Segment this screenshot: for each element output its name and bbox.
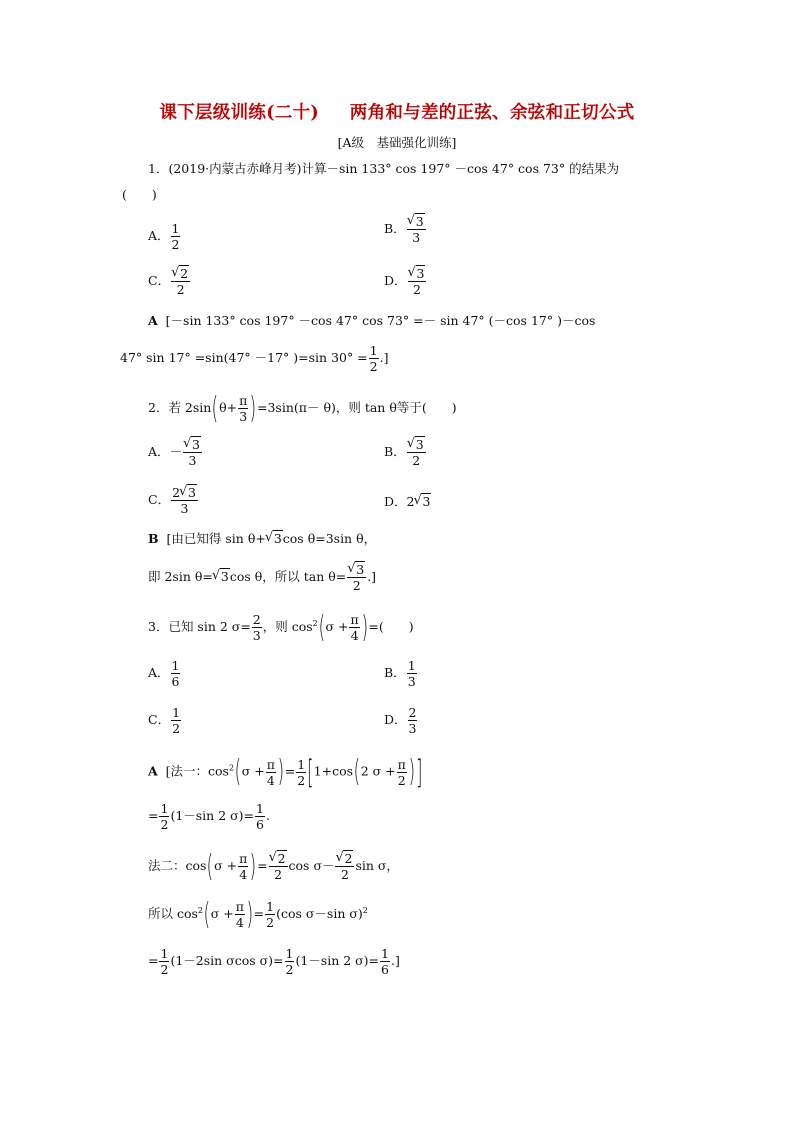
q3-stem: 3．已知 sin 2 σ= $\frac{2}{3}$ ，则 $\cos^2(\sigma$ + $\frac{\pi}{4}$ )=( ) [148,609,414,645]
title-lesson: 课下层级训练(二十) [159,103,319,123]
q3-answer: A [148,763,158,779]
q3-solution-line3: 法二：cos(σ + $\frac{\pi}{4}$ )= √ $\frac{2}{2}$ cos σ－ √ $\frac{2}{2}$ sin σ， [148,851,399,882]
q1-stem: 1．(2019·内蒙古赤峰月考)计算－sin 133° cos 197° －cos 47° cos 73° 的结果为 [148,161,620,176]
q2-solution-line1: B [由已知得 sin θ+√ 3cos θ=3sin θ， [148,531,376,547]
q1-option-d: D． √ $\frac{3}{2}$ [384,266,427,297]
q1-option-a: A． $\frac{1}{2}$ [148,221,180,252]
q2-stem: 2．若 2sin(θ+ $\frac{\pi}{3}$ )=3sin(π－ θ)，则 tan θ等于( ) [148,390,457,426]
q3-solution-line1: A [法一：$\cos^2(\sigma$ + $\frac{\pi}{4}$ )= $\frac{1}{2}$ [1+cos(2 σ + $\frac{\pi}{2}$ )] [148,753,422,791]
q1-stem-paren: ( ) [122,187,157,202]
q1-option-b: B． √ $\frac{3}{3}$ [384,214,427,245]
q2-option-c: C． $\frac{2√ 3}{3}$ [148,485,199,516]
q3-solution-line4: 所以 $\cos^2(\sigma$ + $\frac{\pi}{4}$ )= $\frac{1}{2}$ (cos σ－sin σ)$^2$ [148,896,368,932]
q2-option-d: D．2√ 3 [384,494,431,510]
title-topic: 两角和与差的正弦、余弦和正切公式 [349,103,635,123]
q1-solution-line2: 47° sin 17° =sin(47° －17° )=sin 30° = $\frac{1}{2}$ .] [120,343,389,374]
q2-option-b: B． √ $\frac{3}{2}$ [384,437,427,468]
q3-option-c: C． $\frac{1}{2}$ [148,705,181,736]
q1-option-c: C． √ $\frac{2}{2}$ [148,266,191,297]
q2-solution-line2: 即 2sin θ=√ 3cos θ，所以 tan θ= √ $\frac{3}{2}$ .] [148,562,376,593]
q3-option-b: B． $\frac{1}{3}$ [384,658,416,689]
q3-option-a: A． $\frac{1}{6}$ [148,658,180,689]
page-title [0,99,794,124]
q3-solution-line5: = $\frac{1}{2}$ (1－2sin σcos σ)= $\frac{1}{2}$ (1－sin 2 σ)= $\frac{1}{6}$ .] [148,946,400,977]
q1-answer: A [148,313,158,328]
q3-option-d: D． $\frac{2}{3}$ [384,705,417,736]
q3-solution-line2: = $\frac{1}{2}$ (1－sin 2 σ)= $\frac{1}{6}$ . [148,801,270,832]
q1-solution-line1: A [－sin 133° cos 197° －cos 47° cos 73° =－ sin 47° (－cos 17° )－cos [148,313,596,328]
section-subtitle: [A级 基础强化训练] [337,135,457,150]
q2-option-a: A．－ √ $\frac{3}{3}$ [148,437,203,468]
q2-answer: B [148,531,159,546]
